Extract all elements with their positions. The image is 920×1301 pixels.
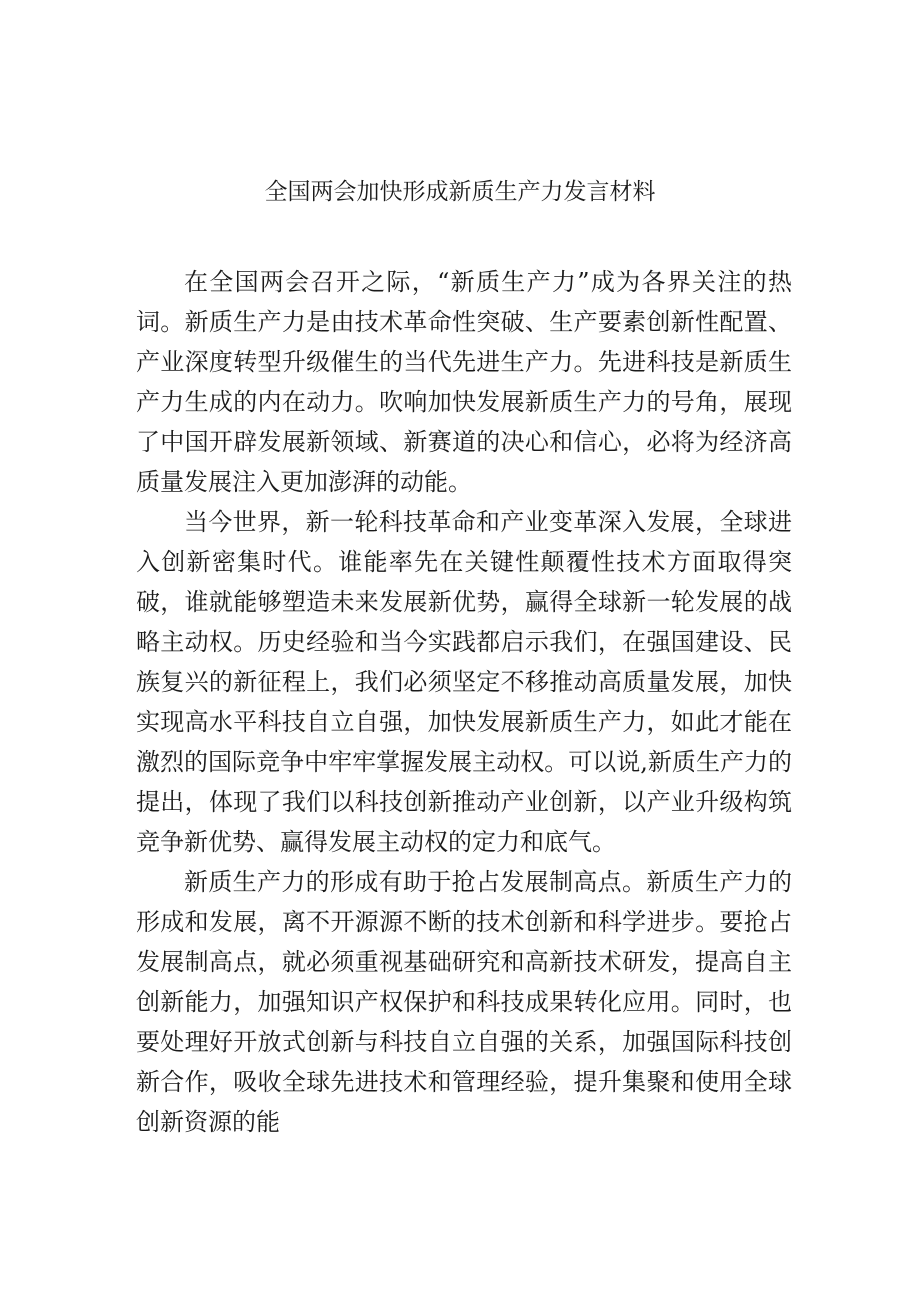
paragraph-1: 在全国两会召开之际，“新质生产力”成为各界关注的热词。新质生产力是由技术革命性突破、生产要素创新性配置、产业深度转型升级催生的当代先进生产力。先进科技是新质生产力生成的内在动力。吹响加快发展新质生产力的号角，展现了中国开辟发展新领域、新赛道的决心和信心，必将为经济高质量发展注入更加澎湃的动能。	[136, 268, 792, 496]
document-title: 全国两会加快形成新质生产力发言材料	[264, 179, 656, 205]
paragraph-2: 当今世界，新一轮科技革命和产业变革深入发展，全球进入创新密集时代。谁能率先在关键性颠覆性技术方面取得突破，谁就能够塑造未来发展新优势，赢得全球新一轮发展的战略主动权。历史经验和当今实践都启示我们，在强国建设、民族复兴的新征程上，我们必须坚定不移推动高质量发展，加快实现高水平科技自立自强，加快发展新质生产力，如此才能在激烈的国际竞争中牢牢掌握发展主动权。可以说,新质生产力的提出，体现了我们以科技创新推动产业创新，以产业升级构筑竞争新优势、赢得发展主动权的定力和底气。	[136, 508, 792, 856]
paragraph-3: 新质生产力的形成有助于抢占发展制高点。新质生产力的形成和发展，离不开源源不断的技术创新和科学进步。要抢占发展制高点，就必须重视基础研究和高新技术研发，提高自主创新能力，加强知识产权保护和科技成果转化应用。同时，也要处理好开放式创新与科技自立自强的关系，加强国际科技创新合作，吸收全球先进技术和管理经验，提升集聚和使用全球创新资源的能	[136, 868, 792, 1136]
document-body	[136, 262, 792, 1142]
